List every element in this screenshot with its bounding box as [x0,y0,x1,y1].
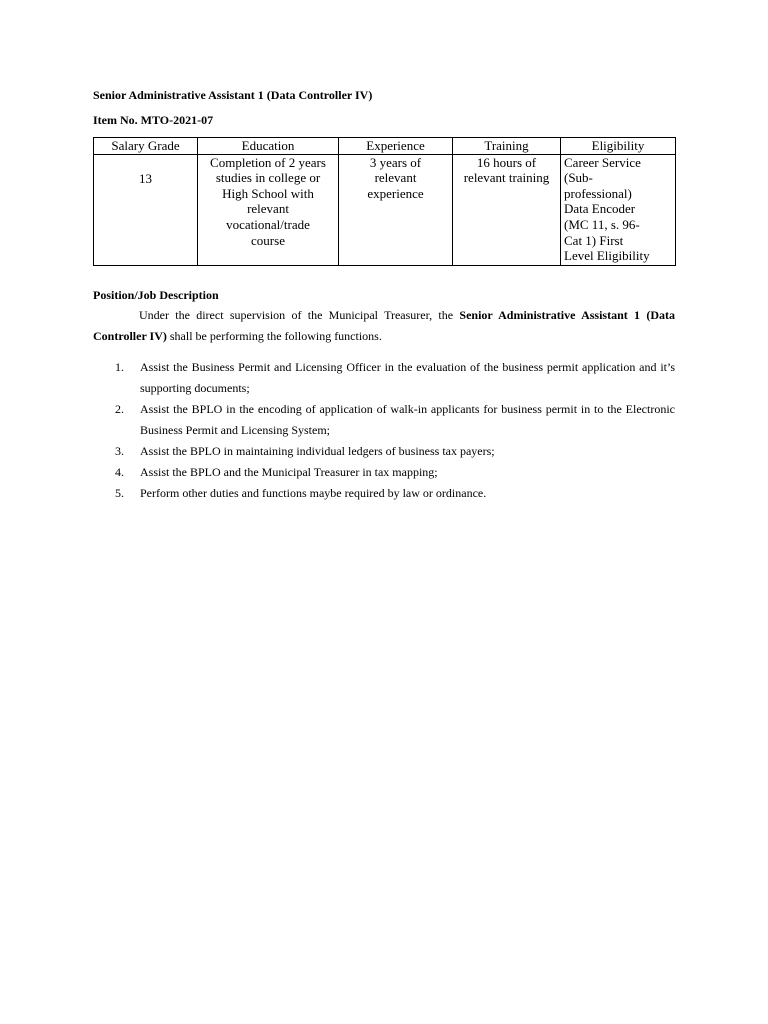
qualification-table [93,137,676,266]
list-item [93,462,675,483]
list-item-text: Assist the BPLO and the Municipal Treasurer in tax mapping; [140,465,438,479]
intro-text-end: shall be performing the following functions. [166,329,382,343]
experience-line: 3 years of [369,154,422,170]
eligibility-line: Career Service [564,154,641,170]
intro-position-name: Senior Administrative Assistant 1 (Data Controller IV) [93,308,675,343]
education-line: vocational/trade [226,216,310,232]
list-item-number: 2. [115,402,124,416]
header-education: Education [198,138,339,155]
cell-eligibility [561,154,676,265]
position-title: Senior Administrative Assistant 1 (Data Controller IV) [93,88,373,102]
training-line: 16 hours of [476,154,537,170]
list-item-text: Assist the Business Permit and Licensing Officer in the evaluation of the business permit application and it’s supporting documents; [140,360,675,395]
list-item-number: 1. [115,360,124,374]
duties-list [93,357,675,504]
cell-experience [339,154,453,265]
intro-text-start: Under the direct supervision of the Municipal Treasurer, the [139,308,460,322]
eligibility-line: (Sub- [564,170,593,186]
education-line: studies in college or [215,170,321,186]
list-item [93,483,675,504]
cell-salary-grade: 13 [94,154,198,265]
intro-paragraph [93,305,675,347]
list-item [93,399,675,441]
header-experience: Experience [339,138,453,155]
section-heading-job-description: Position/Job Description [93,288,219,302]
eligibility-line: professional) [564,185,632,201]
header-salary-grade: Salary Grade [94,138,198,155]
table-header-row [94,138,676,155]
list-item-number: 3. [115,444,124,458]
cell-education [198,154,339,265]
training-line: relevant training [463,170,550,186]
header-training: Training [453,138,561,155]
list-item-number: 5. [115,486,124,500]
list-item-text: Assist the BPLO in the encoding of application of walk-in applicants for business permit in to the Electronic Business Permit and Licensing System; [140,402,675,437]
list-item-number: 4. [115,465,124,479]
list-item [93,357,675,399]
experience-line: relevant [374,170,417,186]
header-eligibility: Eligibility [561,138,676,155]
eligibility-line: Data Encoder [564,201,636,217]
eligibility-line: Cat 1) First [564,232,624,248]
cell-training [453,154,561,265]
list-item-text: Perform other duties and functions maybe required by law or ordinance. [140,486,487,500]
education-line: course [251,232,285,248]
experience-line: experience [367,185,424,201]
list-item [93,441,675,462]
education-line: relevant [247,201,289,217]
item-number: Item No. MTO-2021-07 [93,113,214,127]
education-line: High School with [222,185,314,201]
education-line: Completion of 2 years [210,154,326,170]
table-row [94,154,676,265]
eligibility-line: (MC 11, s. 96- [564,216,640,232]
eligibility-line: Level Eligibility [564,248,650,264]
list-item-text: Assist the BPLO in maintaining individual ledgers of business tax payers; [140,444,495,458]
